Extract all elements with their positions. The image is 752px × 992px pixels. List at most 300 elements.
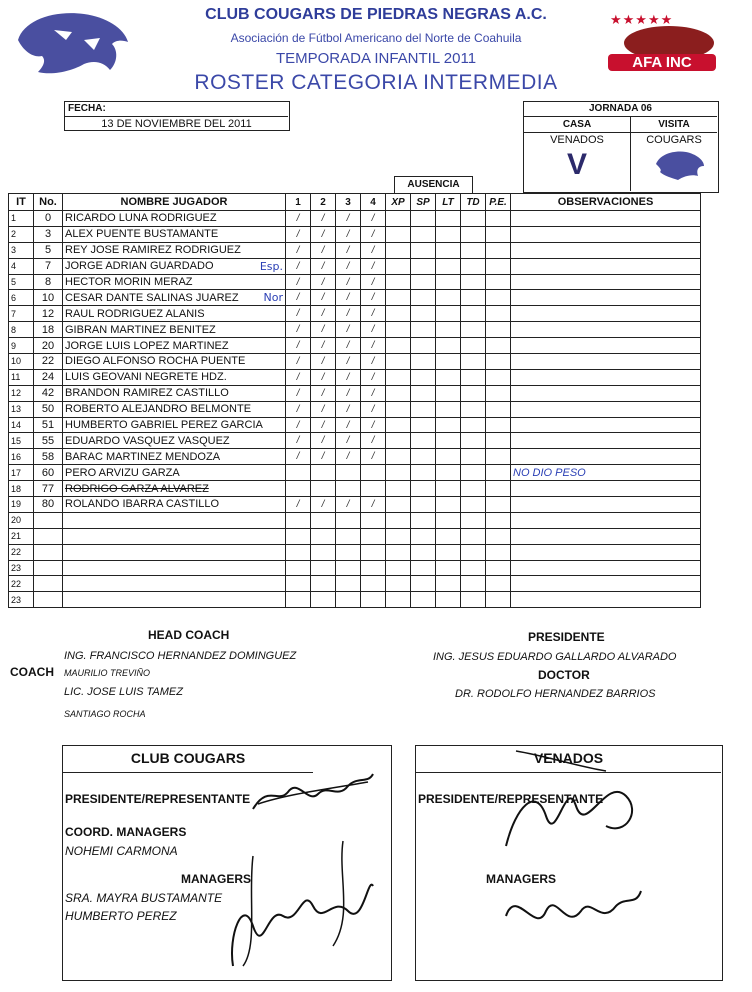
row-quarter-2: / (311, 274, 336, 290)
row-quarter-4 (361, 528, 386, 544)
row-observaciones (511, 242, 701, 258)
row-quarter-3 (336, 560, 361, 576)
row-it: 4 (9, 258, 34, 274)
col-lt: LT (436, 194, 461, 211)
row-player-name: RODRIGO GARZA ALVAREZ (63, 481, 286, 497)
row-it: 10 (9, 354, 34, 370)
row-lt (436, 576, 461, 592)
row-td (461, 258, 486, 274)
row-quarter-2: / (311, 449, 336, 465)
row-quarter-2: / (311, 226, 336, 242)
row-pe (486, 449, 511, 465)
row-pe (486, 322, 511, 338)
row-lt (436, 481, 461, 497)
row-xp (386, 449, 411, 465)
row-pe (486, 274, 511, 290)
row-quarter-1: / (286, 417, 311, 433)
row-observaciones (511, 385, 701, 401)
row-lt (436, 258, 461, 274)
venados-president-signature (476, 746, 656, 856)
row-player-name (63, 576, 286, 592)
col-xp: XP (386, 194, 411, 211)
row-sp (411, 544, 436, 560)
row-number: 18 (34, 322, 63, 338)
row-player-name: BRANDON RAMIREZ CASTILLO (63, 385, 286, 401)
table-row (9, 242, 701, 258)
row-sp (411, 449, 436, 465)
left-manager-1: SRA. MAYRA BUSTAMANTE (65, 891, 223, 905)
row-quarter-3 (336, 592, 361, 608)
row-quarter-1: / (286, 433, 311, 449)
row-sp (411, 242, 436, 258)
row-number: 0 (34, 211, 63, 227)
row-it: 8 (9, 322, 34, 338)
row-observaciones (511, 322, 701, 338)
row-player-name: JORGE ADRIAN GUARDADO Esp. (63, 258, 286, 274)
row-quarter-1: / (286, 274, 311, 290)
row-number: 5 (34, 242, 63, 258)
row-player-name (63, 560, 286, 576)
row-td (461, 417, 486, 433)
row-number: 58 (34, 449, 63, 465)
row-sp (411, 258, 436, 274)
row-quarter-2 (311, 560, 336, 576)
presidente-name: ING. JESUS EDUARDO GALLARDO ALVARADO (433, 651, 677, 663)
venados-title: VENADOS (533, 750, 604, 766)
row-xp (386, 560, 411, 576)
row-quarter-2 (311, 481, 336, 497)
row-sp (411, 560, 436, 576)
row-it: 15 (9, 433, 34, 449)
row-quarter-1 (286, 576, 311, 592)
row-it: 3 (9, 242, 34, 258)
row-it: 7 (9, 306, 34, 322)
row-sp (411, 576, 436, 592)
row-it: 6 (9, 290, 34, 306)
venados-managers-signature (496, 876, 646, 946)
row-it: 22 (9, 544, 34, 560)
table-row (9, 306, 701, 322)
row-player-name: PERO ARVIZU GARZA (63, 465, 286, 481)
table-row (9, 433, 701, 449)
row-observaciones (511, 592, 701, 608)
row-it: 22 (9, 576, 34, 592)
row-quarter-3 (336, 544, 361, 560)
row-xp (386, 306, 411, 322)
row-player-name: DIEGO ALFONSO ROCHA PUENTE (63, 354, 286, 370)
row-quarter-1 (286, 528, 311, 544)
row-number (34, 560, 63, 576)
row-player-name: ALEX PUENTE BUSTAMANTE (63, 226, 286, 242)
row-sp (411, 322, 436, 338)
row-pe (486, 544, 511, 560)
coach-label: COACH (10, 665, 54, 679)
table-row (9, 354, 701, 370)
left-manager-2: HUMBERTO PEREZ (65, 909, 177, 923)
row-td (461, 211, 486, 227)
row-quarter-2: / (311, 322, 336, 338)
row-it: 20 (9, 512, 34, 528)
col-td: TD (461, 194, 486, 211)
table-row (9, 338, 701, 354)
row-it: 18 (9, 481, 34, 497)
row-player-name: EDUARDO VASQUEZ VASQUEZ (63, 433, 286, 449)
row-xp (386, 322, 411, 338)
row-quarter-3: / (336, 417, 361, 433)
row-lt (436, 338, 461, 354)
row-it: 17 (9, 465, 34, 481)
row-quarter-2: / (311, 354, 336, 370)
row-sp (411, 306, 436, 322)
row-quarter-3: / (336, 242, 361, 258)
table-row (9, 290, 701, 306)
row-quarter-3 (336, 512, 361, 528)
row-sp (411, 465, 436, 481)
row-lt (436, 211, 461, 227)
row-lt (436, 417, 461, 433)
jornada-label: JORNADA 06 (589, 103, 652, 114)
row-quarter-1: / (286, 306, 311, 322)
table-row (9, 258, 701, 274)
row-xp (386, 592, 411, 608)
row-quarter-1 (286, 592, 311, 608)
row-observaciones (511, 560, 701, 576)
row-xp (386, 290, 411, 306)
row-pe (486, 433, 511, 449)
row-number: 80 (34, 497, 63, 513)
row-quarter-3 (336, 481, 361, 497)
row-player-name: LUIS GEOVANI NEGRETE HDZ. (63, 369, 286, 385)
row-quarter-3: / (336, 338, 361, 354)
row-quarter-4: / (361, 258, 386, 274)
row-quarter-1: / (286, 338, 311, 354)
row-quarter-1: / (286, 258, 311, 274)
row-pe (486, 211, 511, 227)
row-xp (386, 226, 411, 242)
row-lt (436, 497, 461, 513)
managers-signature (213, 836, 383, 976)
row-quarter-2: / (311, 417, 336, 433)
row-xp (386, 528, 411, 544)
row-handwritten-note: Esp. (259, 259, 283, 273)
row-number (34, 512, 63, 528)
row-quarter-2: / (311, 385, 336, 401)
col-pe: P.E. (486, 194, 511, 211)
col-observaciones: OBSERVACIONES (511, 194, 701, 211)
row-quarter-2 (311, 465, 336, 481)
row-quarter-2 (311, 512, 336, 528)
row-quarter-4: / (361, 497, 386, 513)
row-quarter-2: / (311, 338, 336, 354)
row-player-name: BARAC MARTINEZ MENDOZA (63, 449, 286, 465)
season-title: TEMPORADA INFANTIL 2011 (275, 50, 477, 67)
row-observaciones: NO DIO PESO (511, 465, 701, 481)
row-quarter-2: / (311, 369, 336, 385)
row-sp (411, 417, 436, 433)
row-quarter-1 (286, 465, 311, 481)
row-lt (436, 226, 461, 242)
row-number: 50 (34, 401, 63, 417)
row-quarter-2 (311, 576, 336, 592)
row-td (461, 354, 486, 370)
row-xp (386, 433, 411, 449)
left-presidente-label: PRESIDENTE/REPRESENTANTE (65, 792, 251, 806)
table-row (9, 465, 701, 481)
row-number: 12 (34, 306, 63, 322)
table-row (9, 211, 701, 227)
row-quarter-4 (361, 481, 386, 497)
row-it: 1 (9, 211, 34, 227)
row-sp (411, 401, 436, 417)
row-xp (386, 465, 411, 481)
row-observaciones (511, 544, 701, 560)
row-sp (411, 592, 436, 608)
row-td (461, 576, 486, 592)
row-td (461, 560, 486, 576)
row-quarter-1: / (286, 211, 311, 227)
row-player-name: ROLANDO IBARRA CASTILLO (63, 497, 286, 513)
row-pe (486, 258, 511, 274)
row-xp (386, 211, 411, 227)
row-pe (486, 560, 511, 576)
casa-team: VENADOS (550, 134, 604, 146)
row-pe (486, 226, 511, 242)
row-quarter-2: / (311, 258, 336, 274)
row-quarter-3: / (336, 211, 361, 227)
row-pe (486, 465, 511, 481)
row-it: 2 (9, 226, 34, 242)
row-it: 9 (9, 338, 34, 354)
row-lt (436, 306, 461, 322)
row-quarter-4: / (361, 338, 386, 354)
visita-team: COUGARS (646, 134, 702, 146)
row-quarter-1 (286, 481, 311, 497)
row-pe (486, 592, 511, 608)
club-title: CLUB COUGARS DE PIEDRAS NEGRAS A.C. (205, 6, 547, 23)
row-quarter-4: / (361, 274, 386, 290)
row-pe (486, 401, 511, 417)
col-sp: SP (411, 194, 436, 211)
coach-name-2: LIC. JOSE LUIS TAMEZ (64, 686, 183, 698)
row-xp (386, 417, 411, 433)
row-quarter-4 (361, 592, 386, 608)
row-td (461, 338, 486, 354)
row-quarter-4 (361, 465, 386, 481)
row-td (461, 465, 486, 481)
row-player-name (63, 544, 286, 560)
row-quarter-2: / (311, 242, 336, 258)
coach-name-3: SANTIAGO ROCHA (64, 709, 146, 719)
row-quarter-3: / (336, 433, 361, 449)
row-player-name: GIBRAN MARTINEZ BENITEZ (63, 322, 286, 338)
col-q1: 1 (286, 194, 311, 211)
visita-label: VISITA (658, 119, 690, 130)
jornada-box (523, 101, 719, 193)
row-xp (386, 274, 411, 290)
row-it: 5 (9, 274, 34, 290)
row-sp (411, 433, 436, 449)
row-observaciones (511, 306, 701, 322)
row-quarter-4: / (361, 226, 386, 242)
row-pe (486, 354, 511, 370)
row-sp (411, 385, 436, 401)
president-signature (248, 764, 378, 814)
row-it: 12 (9, 385, 34, 401)
row-quarter-4 (361, 544, 386, 560)
row-quarter-1: / (286, 385, 311, 401)
row-pe (486, 512, 511, 528)
row-quarter-3: / (336, 497, 361, 513)
club-cougars-title: CLUB COUGARS (130, 750, 246, 766)
row-quarter-4: / (361, 242, 386, 258)
afa-logo-text: AFA INC (608, 54, 716, 71)
row-it: 11 (9, 369, 34, 385)
table-row (9, 497, 701, 513)
row-player-name: CESAR DANTE SALINAS JUAREZ Nor (63, 290, 286, 306)
table-row (9, 481, 701, 497)
row-observaciones (511, 354, 701, 370)
row-quarter-4: / (361, 211, 386, 227)
row-quarter-2 (311, 528, 336, 544)
row-number: 77 (34, 481, 63, 497)
row-quarter-2: / (311, 401, 336, 417)
row-quarter-3: / (336, 385, 361, 401)
row-observaciones (511, 274, 701, 290)
row-lt (436, 544, 461, 560)
table-row (9, 226, 701, 242)
row-quarter-1: / (286, 322, 311, 338)
row-sp (411, 497, 436, 513)
row-number (34, 528, 63, 544)
row-observaciones (511, 528, 701, 544)
row-number: 55 (34, 433, 63, 449)
row-quarter-1: / (286, 369, 311, 385)
row-quarter-4: / (361, 401, 386, 417)
row-pe (486, 306, 511, 322)
row-observaciones (511, 258, 701, 274)
row-player-name: RICARDO LUNA RODRIGUEZ (63, 211, 286, 227)
col-q4: 4 (361, 194, 386, 211)
row-number: 7 (34, 258, 63, 274)
row-lt (436, 242, 461, 258)
row-xp (386, 497, 411, 513)
row-it: 23 (9, 592, 34, 608)
row-xp (386, 354, 411, 370)
venados-signature-box (415, 745, 723, 981)
fecha-label: FECHA: (68, 103, 106, 114)
row-observaciones (511, 417, 701, 433)
row-lt (436, 512, 461, 528)
row-observaciones (511, 369, 701, 385)
row-lt (436, 369, 461, 385)
table-row (9, 401, 701, 417)
row-quarter-2 (311, 592, 336, 608)
row-td (461, 401, 486, 417)
row-it: 16 (9, 449, 34, 465)
row-pe (486, 528, 511, 544)
row-quarter-1: / (286, 354, 311, 370)
row-observaciones (511, 576, 701, 592)
ausencia-header: AUSENCIA (394, 176, 473, 194)
row-observaciones (511, 401, 701, 417)
row-it: 19 (9, 497, 34, 513)
row-lt (436, 322, 461, 338)
row-number: 10 (34, 290, 63, 306)
row-xp (386, 369, 411, 385)
row-player-name: ROBERTO ALEJANDRO BELMONTE (63, 401, 286, 417)
table-row (9, 417, 701, 433)
row-xp (386, 258, 411, 274)
row-quarter-4: / (361, 417, 386, 433)
doctor-label: DOCTOR (538, 668, 590, 682)
row-player-name (63, 512, 286, 528)
row-quarter-1: / (286, 449, 311, 465)
table-row (9, 512, 701, 528)
row-xp (386, 576, 411, 592)
coord-managers-label: COORD. MANAGERS (65, 825, 187, 839)
row-quarter-2: / (311, 306, 336, 322)
row-td (461, 369, 486, 385)
row-observaciones (511, 338, 701, 354)
row-quarter-1: / (286, 290, 311, 306)
row-observaciones (511, 290, 701, 306)
row-quarter-3: / (336, 274, 361, 290)
row-lt (436, 385, 461, 401)
doctor-name: DR. RODOLFO HERNANDEZ BARRIOS (455, 688, 656, 700)
row-player-name: JORGE LUIS LOPEZ MARTINEZ (63, 338, 286, 354)
row-it: 23 (9, 560, 34, 576)
row-number: 20 (34, 338, 63, 354)
row-lt (436, 465, 461, 481)
row-lt (436, 290, 461, 306)
row-player-name (63, 592, 286, 608)
row-sp (411, 274, 436, 290)
row-sp (411, 512, 436, 528)
right-presidente-label: PRESIDENTE/REPRESENTANTE (418, 792, 604, 806)
row-number: 3 (34, 226, 63, 242)
table-row (9, 369, 701, 385)
row-quarter-3 (336, 465, 361, 481)
row-quarter-3 (336, 576, 361, 592)
row-observaciones (511, 497, 701, 513)
row-handwritten-note: Nor (263, 291, 283, 305)
row-pe (486, 481, 511, 497)
row-pe (486, 369, 511, 385)
roster-title: ROSTER CATEGORIA INTERMEDIA (194, 71, 558, 94)
row-xp (386, 338, 411, 354)
row-quarter-3: / (336, 401, 361, 417)
casa-label: CASA (562, 119, 592, 130)
head-coach-name: ING. FRANCISCO HERNANDEZ DOMINGUEZ (64, 650, 297, 662)
row-quarter-4: / (361, 449, 386, 465)
row-td (461, 290, 486, 306)
row-player-name: HUMBERTO GABRIEL PEREZ GARCIA (63, 417, 286, 433)
row-xp (386, 481, 411, 497)
row-player-name: REY JOSE RAMIREZ RODRIGUEZ (63, 242, 286, 258)
row-td (461, 306, 486, 322)
row-sp (411, 211, 436, 227)
row-td (461, 242, 486, 258)
row-observaciones (511, 211, 701, 227)
row-quarter-4: / (361, 322, 386, 338)
row-td (461, 449, 486, 465)
row-lt (436, 449, 461, 465)
row-td (461, 481, 486, 497)
table-row (9, 592, 701, 608)
row-lt (436, 354, 461, 370)
row-quarter-3: / (336, 306, 361, 322)
row-sp (411, 290, 436, 306)
